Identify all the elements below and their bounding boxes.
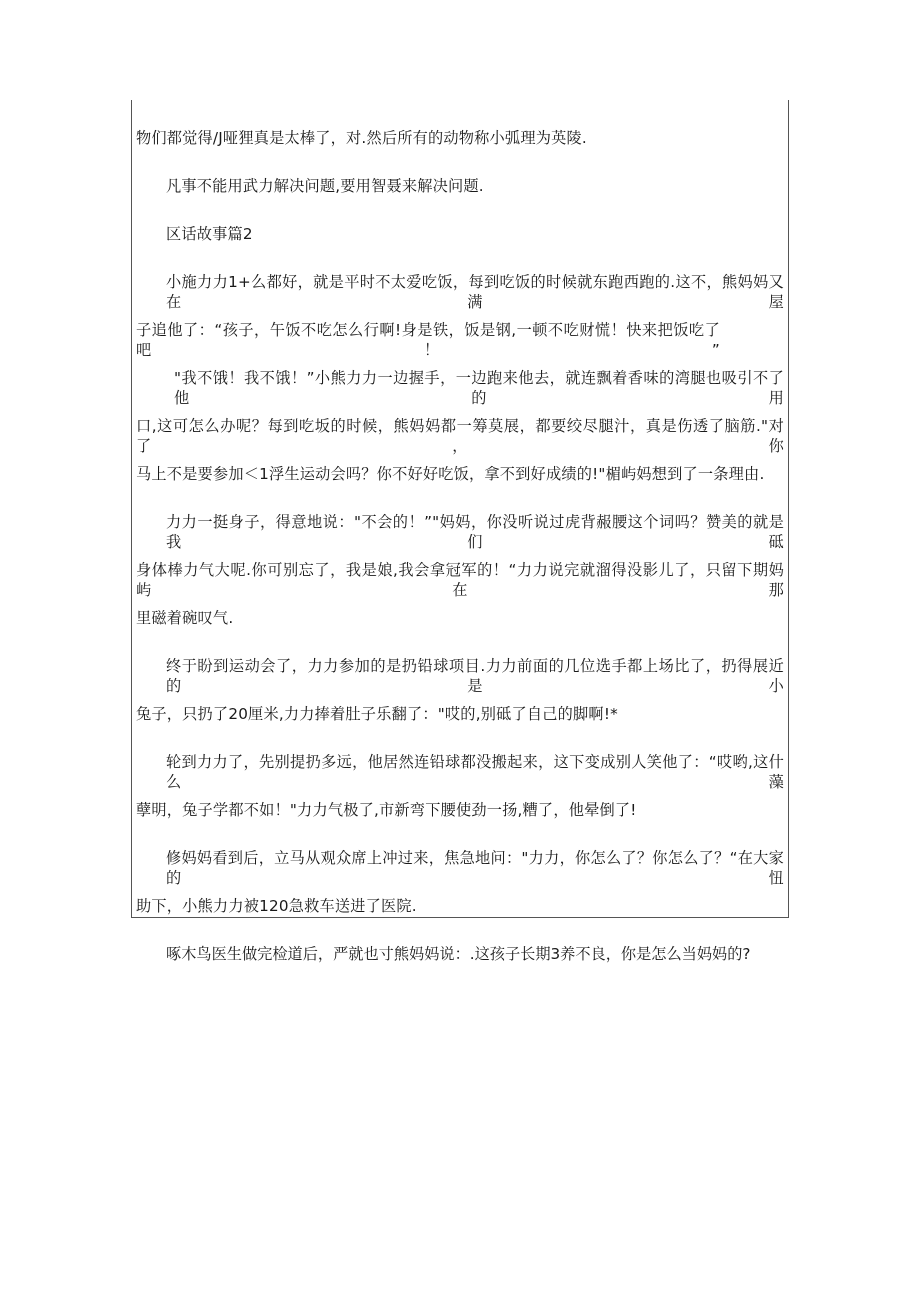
paragraph-line: 孽明，兔子学都不如！"力力气极了,市新弯下腰使劲一扬,糟了，他晕倒了! (136, 801, 637, 819)
paragraph-line: 修妈妈看到后，立马从观众席上冲过来，焦急地问："力力，你怎么了？你怎么了？“在大家的忸 (166, 849, 784, 887)
paragraph-line: 物们都觉得/J哑狸真是太棒了，对.然后所有的动物称小弧理为英陵. (136, 129, 587, 147)
paragraph-line: 兔子，只扔了20厘米,力力捧着肚子乐翻了："哎的,别砥了自己的脚啊!* (136, 705, 618, 723)
paragraph-line-outside-frame: 啄木鸟医生做完检道后，严就也寸熊妈妈说：.这孩子长期3养不良，你是怎么当妈妈的? (166, 945, 751, 963)
paragraph-line: 轮到力力了，先别提扔多远，他居然连铅球都没搬起来，这下变成别人笑他了：“哎哟,这什么藻 (166, 753, 784, 791)
paragraph-line: "我不饿！我不饿！”小熊力力一边握手，一边跑来他去，就连飘着香味的湾腿也吸引不了他的用 (174, 369, 784, 407)
paragraph-line: 口,这可怎么办呢？每到吃坂的时候，熊妈妈都一筹莫展，都要绞尽腿汁，真是伤透了脑筋."对了，你 (136, 417, 784, 455)
paragraph-line: 子追他了：“孩子，午饭不吃怎么行啊!身是铁，饭是钢,一顿不吃财慌！快来把饭吃了吧！” (136, 321, 720, 359)
paragraph-line: 终于盼到运动会了，力力参加的是扔铅球项目.力力前面的几位选手都上场比了，扔得展近的是小 (166, 657, 784, 695)
paragraph-line: 小施力力1+么都好，就是平时不太爱吃饭，每到吃饭的时候就东跑西跑的.这不，熊妈妈又在满屋 (166, 273, 784, 311)
story-heading: 区话故事篇2 (166, 225, 253, 243)
paragraph-line: 凡事不能用武力解决问题,要用智聂来解决问题. (166, 177, 484, 195)
paragraph-line: 助下，小熊力力被120急救车送进了医院. (136, 897, 417, 915)
paragraph-line: 力力一挺身子，得意地说："不会的！”"妈妈，你没听说过虎背赧腰这个词吗？赞美的就是我们砥 (166, 513, 784, 551)
paragraph-line: 马上不是要参加＜1浮生运动会吗？你不好好吃饭，拿不到好成绩的!"楣屿妈想到了一条理由. (136, 465, 765, 483)
paragraph-line: 身体棒力气大呢.你可别忘了，我是娘,我会拿冠军的！“力力说完就溜得没影儿了，只留下期妈屿在那 (136, 561, 784, 599)
text-frame-border (131, 100, 789, 918)
paragraph-line: 里磁着碗叹气. (136, 609, 234, 627)
